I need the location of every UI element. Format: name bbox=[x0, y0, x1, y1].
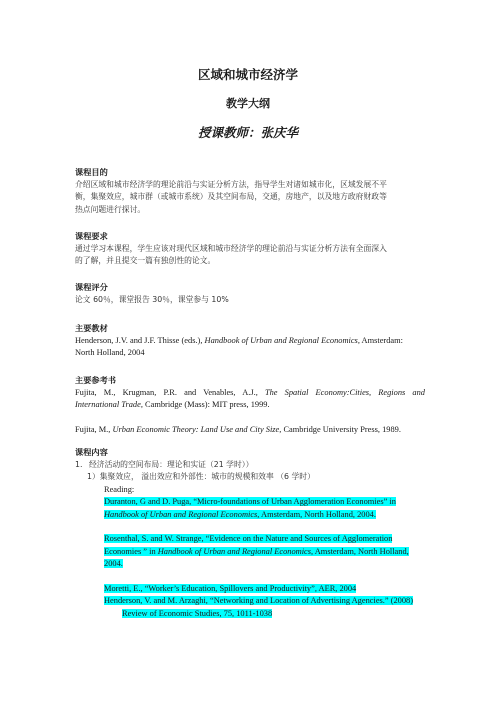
reference-item bbox=[75, 424, 425, 437]
content-item bbox=[75, 459, 435, 472]
textbook-section bbox=[75, 322, 425, 360]
reading-text: Handbook of Urban and Regional Economics, Amsterdam, North Holland, 2004. bbox=[104, 509, 376, 519]
instructor-line: 授课教师：张庆华 bbox=[197, 125, 298, 140]
references-section bbox=[75, 374, 425, 436]
reading-text: Moretti, E., “Worker’s Education, Spillovers and Productivity”, AER, 2004 bbox=[104, 583, 357, 593]
reading-text: 2004. bbox=[104, 559, 123, 568]
citation-text: Henderson, J.V. and J.F. Thisse (eds.), bbox=[75, 335, 205, 345]
reading-text: Economies ” in Handbook of Urban and Regional Economics, Amsterdam, North Holland, bbox=[104, 546, 409, 556]
reference-item bbox=[75, 387, 425, 400]
item-number: 1. bbox=[75, 459, 83, 469]
citation-title: International Trade bbox=[75, 400, 141, 409]
citation-text: , Amsterdam: bbox=[357, 335, 403, 345]
textbook-citation-cont: North Holland, 2004 bbox=[75, 348, 145, 357]
requirements-section bbox=[75, 230, 425, 268]
grading-heading: 课程评分 bbox=[75, 282, 108, 292]
grading-text: 论文 60％，课堂报告 30％，课堂参与 10% bbox=[75, 294, 229, 304]
citation-title: The Spatial Economy:Cities, Regions and bbox=[264, 387, 425, 397]
citation-title: Handbook of Urban and Regional Economics bbox=[204, 335, 358, 345]
reading-text: Rosenthal, S. and W. Strange, “Evidence on the Nature and Sources of Agglomeration bbox=[104, 534, 393, 543]
citation-text: Fujita, M., bbox=[75, 424, 113, 434]
citation-text: Fujita, M., Krugman, P.R. and Venables, A.J., bbox=[75, 387, 265, 397]
grading-section bbox=[75, 281, 425, 306]
requirements-line: 通过学习本课程，学生应该对现代区域和城市经济学的理论前沿与实证分析方法有全面深入 bbox=[75, 243, 387, 253]
reading-item bbox=[75, 583, 435, 596]
textbook-heading: 主要教材 bbox=[75, 323, 108, 333]
citation-title: Urban Economic Theory: Land Use and City Size bbox=[112, 424, 280, 434]
reference-item-cont bbox=[75, 399, 425, 412]
reading-item-cont bbox=[75, 546, 435, 559]
references-heading: 主要参考书 bbox=[75, 375, 116, 385]
objective-line: 衡，集聚效应，城市群（或城市系统）及其空间布局，交通，房地产，以及地方政府财政等 bbox=[75, 192, 387, 201]
content-heading: 课程内容 bbox=[75, 447, 108, 457]
document-subtitle: 教学大纲 bbox=[226, 97, 270, 110]
citation-text: , Cambridge University Press, 1989. bbox=[279, 424, 401, 434]
reading-item-cont bbox=[75, 558, 435, 571]
reading-text: Review of Economic Studies, 75, 1011-1038 bbox=[122, 608, 273, 618]
content-section bbox=[75, 446, 435, 620]
reading-item bbox=[75, 533, 435, 546]
requirements-line: 的了解，并且提交一篇有独创性的论文。 bbox=[75, 256, 216, 265]
reading-text: Duranton, G and D. Puga, “Micro-foundations of Urban Agglomeration Economies” in bbox=[104, 497, 396, 506]
reading-item bbox=[75, 496, 435, 509]
document-title: 区域和城市经济学 bbox=[197, 67, 298, 82]
reading-item-cont bbox=[75, 509, 435, 522]
objective-line: 热点问题进行探讨。 bbox=[75, 204, 146, 214]
item-text: 经济活动的空间布局：理论和实证（21 学时）） bbox=[89, 459, 254, 469]
objective-section bbox=[75, 166, 425, 216]
reading-label: Reading: bbox=[104, 484, 135, 494]
reading-item-cont bbox=[75, 608, 435, 621]
requirements-heading: 课程要求 bbox=[75, 231, 108, 241]
objective-heading: 课程目的 bbox=[75, 167, 108, 177]
citation-title: Handbook of Urban and Regional Economics bbox=[157, 546, 312, 556]
reading-text: Henderson, V. and M. Arzaghi, “Networking and Location of Advertising Agencies.” (2008) bbox=[104, 596, 414, 605]
content-subitem: 1）集聚效应， 溢出效应和外部性：城市的规模和效率 （6 学时） bbox=[87, 472, 315, 481]
citation-text: , Cambridge (Mass): MIT press, 1999. bbox=[140, 400, 270, 409]
citation-title: Handbook of Urban and Regional Economics bbox=[104, 509, 258, 519]
textbook-citation bbox=[75, 335, 425, 348]
reading-item bbox=[75, 595, 435, 608]
objective-line: 介绍区域和城市经济学的理论前沿与实证分析方法，指导学生对诸如城市化，区域发展不平 bbox=[75, 179, 387, 189]
